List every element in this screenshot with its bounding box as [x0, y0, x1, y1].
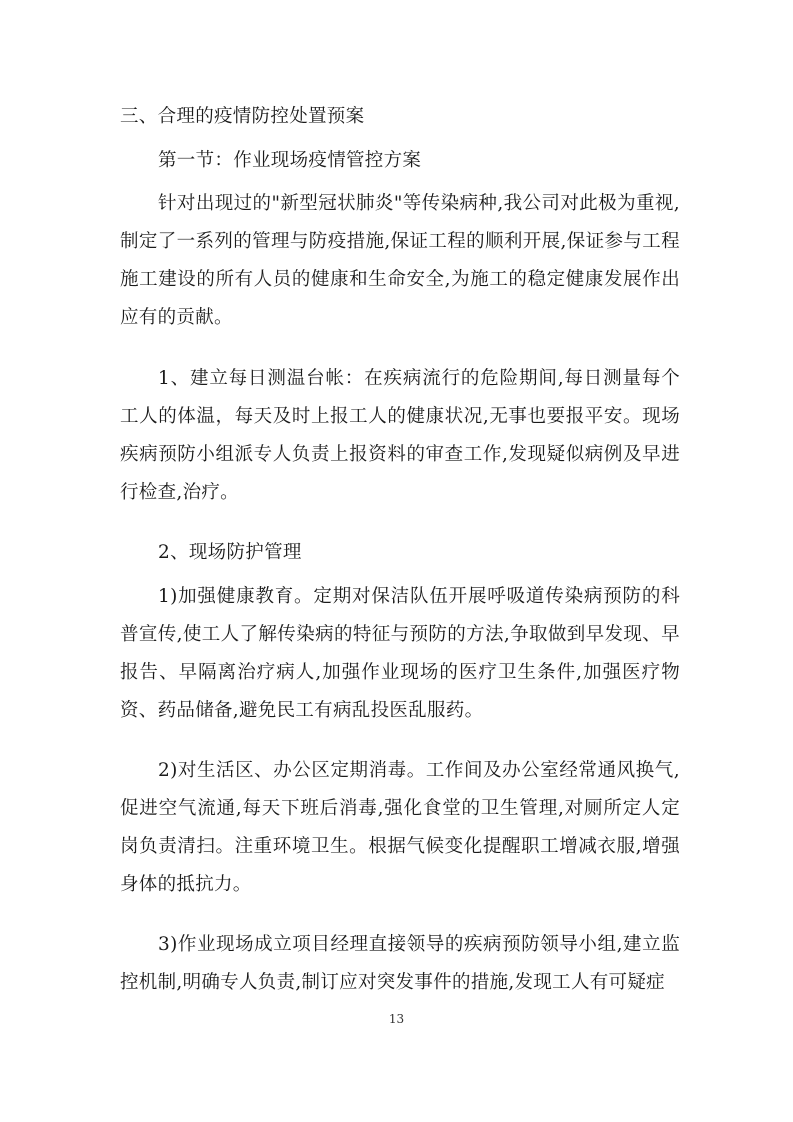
item-1-paragraph: 1、建立每日测温台帐：在疾病流行的危险期间,每日测量每个工人的体温，每天及时上报工人的健康状况,无事也要报平安。现场疾病预防小组派专人负责上报资料的审查工作,发现疑似病例及早进行检查,治疗。 [120, 368, 680, 503]
intro-paragraph: 针对出现过的"新型冠状肺炎"等传染病种,我公司对此极为重视,制定了一系列的管理与防疫措施,保证工程的顺利开展,保证参与工程施工建设的所有人员的健康和生命安全,为施工的稳定健康发展作出应有的贡献。 [120, 193, 680, 328]
section-heading: 三、合理的疫情防控处置预案 [120, 106, 365, 127]
sub-item-1-paragraph: 1)加强健康教育。定期对保洁队伍开展呼吸道传染病预防的科普宣传,使工人了解传染病的特征与预防的方法,争取做到早发现、早报告、早隔离治疗病人,加强作业现场的医疗卫生条件,加强医疗物资、药品储备,避免民工有病乱投医乱服药。 [120, 586, 680, 721]
item-2-heading: 2、现场防护管理 [158, 542, 302, 563]
page-number: 13 [388, 1012, 405, 1026]
sub-item-3-paragraph: 3)作业现场成立项目经理直接领导的疾病预防领导小组,建立监控机制,明确专人负责,制订应对突发事件的措施,发现工人有可疑症 [120, 934, 680, 993]
sub-item-2-paragraph: 2)对生活区、办公区定期消毒。工作间及办公室经常通风换气,促进空气流通,每天下班后消毒,强化食堂的卫生管理,对厕所定人定岗负责清扫。注重环境卫生。根据气候变化提醒职工增减衣服,增强身体的抵抗力。 [120, 760, 680, 895]
subsection-heading: 第一节：作业现场疫情管控方案 [158, 150, 422, 171]
